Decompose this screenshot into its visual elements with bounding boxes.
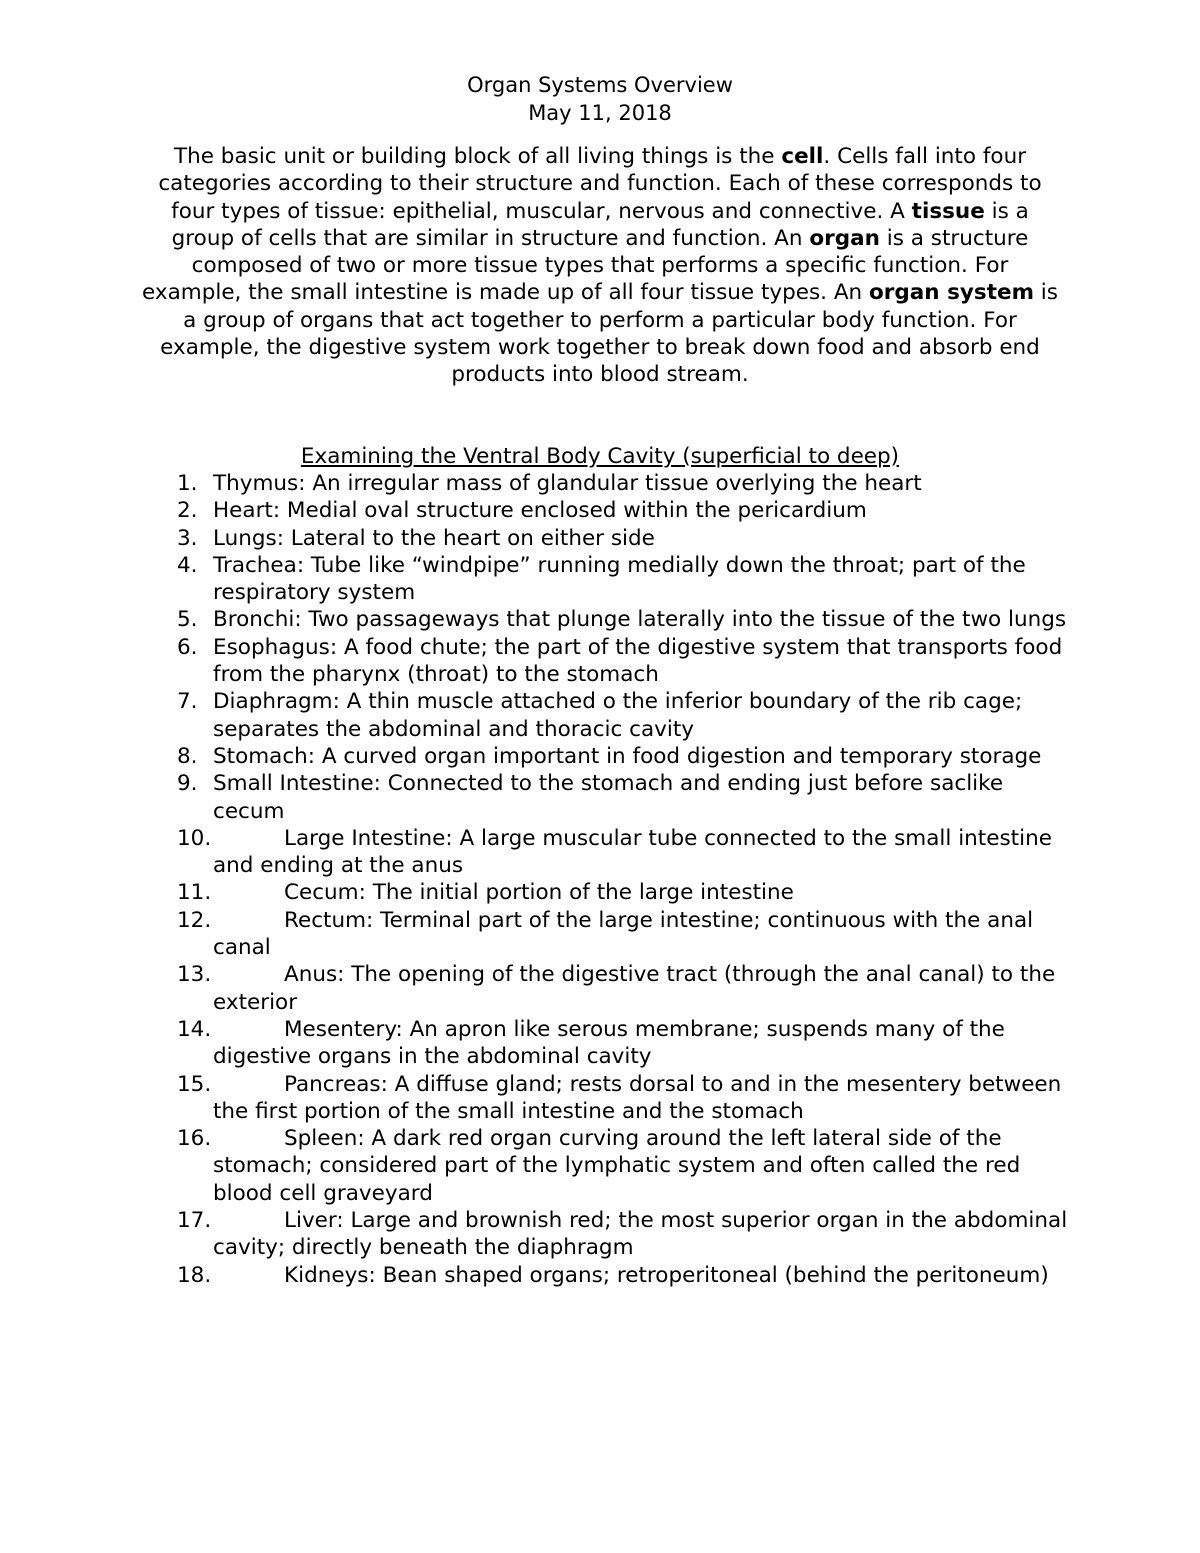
list-number: 9. <box>177 771 198 797</box>
section-heading: Examining the Ventral Body Cavity (superficial to deep) <box>300 444 900 469</box>
list-text: Pancreas: A diffuse gland; rests dorsal to and in the mesentery between the first portion of the small intestine and the stomach <box>213 1071 1062 1124</box>
list-number: 8. <box>177 743 198 769</box>
organ-list <box>0 470 1200 1289</box>
list-number: 3. <box>177 525 198 551</box>
term-organ-system: organ system <box>869 280 1034 306</box>
list-text: Large Intestine: A large muscular tube connected to the small intestine and ending at the anus <box>213 825 1052 879</box>
list-text: Trachea: Tube like “windpipe” running medially down the throat; part of the respiratory system <box>213 552 1026 606</box>
list-text: Spleen: A dark red organ curving around the left lateral side of the stomach; considered part of the lymphatic system and often called the red blood cell graveyard <box>213 1126 1021 1206</box>
list-text: Stomach: A curved organ important in food digestion and temporary storage <box>213 743 1042 769</box>
list-number: 17. <box>177 1208 212 1234</box>
list-item <box>0 1207 1200 1262</box>
list-text: Thymus: An irregular mass of glandular tissue overlying the heart <box>213 471 922 496</box>
list-text: Bronchi: Two passageways that plunge laterally into the tissue of the two lungs <box>213 607 1067 633</box>
list-text: Liver: Large and brownish red; the most superior organ in the abdominal cavity; directly beneath the diaphragm <box>213 1208 1068 1261</box>
list-item <box>0 606 1200 633</box>
list-number: 11. <box>177 880 212 906</box>
intro-text-4: is a structure composed of two or more tissue types that performs a specific function. For example, the small intestine is made up of all four tissue types. An <box>142 225 1029 306</box>
list-number: 12. <box>177 907 212 933</box>
list-number: 16. <box>177 1126 212 1152</box>
list-item <box>0 770 1200 825</box>
list-number: 10. <box>177 825 212 851</box>
intro-text-1: The basic unit or building block of all living things is the <box>173 144 782 169</box>
list-text: Anus: The opening of the digestive tract (through the anal canal) to the exterior <box>213 962 1056 1015</box>
list-item <box>0 688 1200 743</box>
list-item <box>0 497 1200 524</box>
list-number: 6. <box>177 634 198 660</box>
list-text: Cecum: The initial portion of the large intestine <box>284 880 794 906</box>
list-number: 15. <box>177 1071 212 1097</box>
list-text: Rectum: Terminal part of the large intestine; continuous with the anal canal <box>213 907 1034 961</box>
list-text: Heart: Medial oval structure enclosed within the pericardium <box>213 498 867 524</box>
list-number: 2. <box>177 498 198 524</box>
list-item <box>0 825 1200 880</box>
intro-paragraph <box>140 143 1060 389</box>
list-item <box>0 525 1200 552</box>
list-number: 18. <box>177 1262 212 1288</box>
list-item <box>0 1262 1200 1289</box>
intro-text-5: is a group of organs that act together to perform a particular body function. For example, the digestive system work together to break down food and absorb end products into blood stream. <box>160 280 1058 388</box>
document-date: May 11, 2018 <box>528 100 672 125</box>
list-item <box>0 961 1200 1016</box>
list-text: Lungs: Lateral to the heart on either side <box>213 525 655 551</box>
list-number: 13. <box>177 962 212 988</box>
title-block <box>0 72 1200 127</box>
term-organ: organ <box>809 225 880 251</box>
list-item <box>0 634 1200 689</box>
list-item <box>0 1016 1200 1071</box>
list-number: 7. <box>177 689 198 715</box>
list-text: Esophagus: A food chute; the part of the digestive system that transports food from the pharynx (throat) to the stomach <box>213 634 1063 688</box>
list-item <box>0 879 1200 906</box>
list-text: Kidneys: Bean shaped organs; retroperitoneal (behind the peritoneum) <box>284 1262 1049 1288</box>
list-text: Small Intestine: Connected to the stomach and ending just before saclike cecum <box>213 771 1004 824</box>
list-item <box>0 1071 1200 1126</box>
list-number: 1. <box>177 471 198 496</box>
list-number: 5. <box>177 607 198 633</box>
list-item <box>0 1125 1200 1207</box>
term-tissue: tissue <box>911 198 985 224</box>
document-title: Organ Systems Overview <box>467 73 733 97</box>
list-item <box>0 743 1200 770</box>
list-number: 14. <box>177 1016 212 1042</box>
intro-text-3: is a group of cells that are similar in structure and function. An <box>171 198 1029 251</box>
list-item <box>0 907 1200 962</box>
list-number: 4. <box>177 552 198 578</box>
term-cell: cell <box>781 144 824 169</box>
list-item <box>0 470 1200 497</box>
list-text: Mesentery: An apron like serous membrane; suspends many of the digestive organs in the abdominal cavity <box>213 1016 1005 1070</box>
intro-text-2: . Cells fall into four categories according to their structure and function. Each of these corresponds to four types of tissue: epithelial, muscular, nervous and connective. A <box>158 144 1042 224</box>
list-text: Diaphragm: A thin muscle attached o the inferior boundary of the rib cage; separates the abdominal and thoracic cavity <box>213 689 1023 742</box>
list-item <box>0 552 1200 607</box>
